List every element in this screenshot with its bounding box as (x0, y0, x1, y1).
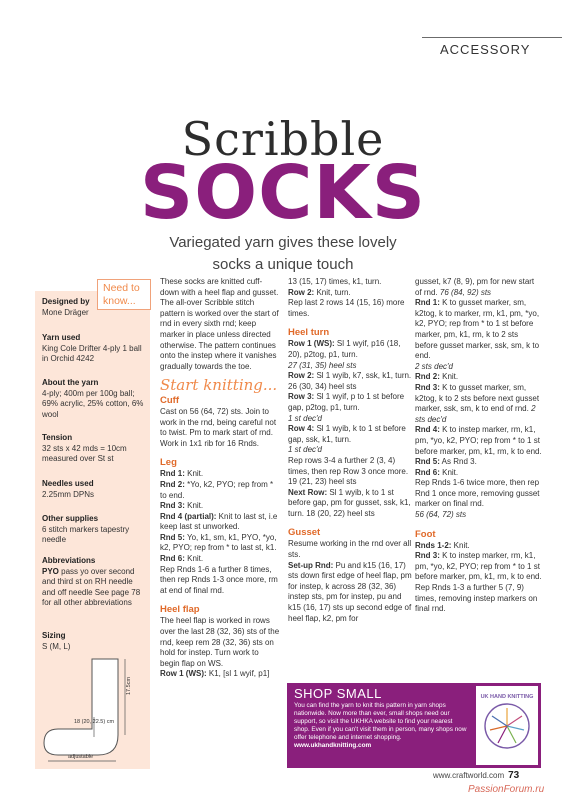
shop-title: SHOP SMALL (294, 686, 382, 701)
designed-by: Designed by Mone Dräger (42, 297, 90, 317)
column-3: gusset, k7 (8, 9), pm for new start of rnd. 76 (84, 92) sts Rnd 1: K to gusset marker, sm, k2tog, k to marker, rm, k1, pm, *yo, k2, PYO; rep from * to 1 st before marker, pm, k1, rm, k to 2 sts before gusset marker, ssk, sm, k to end. 2 sts dec'd Rnd 2: Knit. Rnd 3: K to gusset marker, sm, k2tog, k to 2 sts before next gusset marker, ssk, sm, k to end of rnd. 2 sts dec'd Rnd 4: K to instep marker, rm, k1, pm, *yo, k2, PYO; rep from * to 1 st before marker, pm, k1, rm, k to end. Rnd 5: As Rnd 3. Rnd 6: Knit. Rep Rnds 1-6 twice more, then rep Rnd 1 once more, removing gusset marker on final rnd. 56 (64, 72) sts Foot Rnds 1-2: Knit. Rnd 3: K to instep marker, rm, k1, pm, *yo, k2, PYO; rep from * to 1 st before marker, pm, k1, rm, k to end. Rep Rnds 1-3 a further 5 (7, 9) times, removing instep markers on final rnd. (415, 277, 542, 614)
diagram-leg-label: 17.5cm (126, 676, 132, 695)
ukhk-logo (476, 686, 538, 765)
shop-small-box (287, 683, 541, 768)
column-1: These socks are knitted cuff-down with a heel flap and gusset. The all-over Scribble stitch pattern is worked over the start of rnd in every sixth rnd; keep marker in place unless directed otherwise. The pattern continues onto the instep where it vanishes gradually towards the toe. Start knitting... Cuff Cast on 56 (64, 72) sts. Join to work in the rnd, being careful not to twist. Pm to mark start of rnd. Work in 1x1 rib for 16 Rnds. Leg Rnd 1: Knit. Rnd 2: *Yo, k2, PYO; rep from * to end. Rnd 3: Knit. Rnd 4 (partial): Knit to last st, i.e keep last st unworked. Rnd 5: Yo, k1, sm, k1, PYO, *yo, k2, PYO; rep from * to last st, k1. Rnd 6: Knit. Rep Rnds 1-6 a further 8 times, then rep Rnds 1-3 once more, rm at end of final rnd. Heel flap The heel flap is worked in rows over the last 28 (32, 36) sts of the rnd, keep rem 28 (32, 36) sts on hold for instep. Turn work to begin flap on WS. Row 1 (WS): K1, [sl 1 wyif, p1] (160, 277, 280, 679)
yarn-used: Yarn used King Cole Drifter 4-ply 1 ball in Orchid 4242 (42, 333, 142, 363)
other-supplies: Other supplies 6 stitch markers tapestry needle (42, 514, 130, 544)
need-to-know-tag: Need to know... (97, 279, 151, 310)
sizing: Sizing S (M, L) (42, 631, 71, 651)
page-number: 73 (508, 770, 520, 781)
about-yarn: About the yarn 4-ply; 400m per 100g ball; 69% acrylic, 25% cotton, 6% wool (42, 378, 144, 419)
watermark: PassionForum.ru (468, 784, 545, 795)
title-line2: SOCKS (139, 150, 427, 236)
tension: Tension 32 sts x 42 mds = 10cm measured over St st (42, 433, 127, 463)
section-tag: ACCESSORY (422, 37, 562, 57)
shop-text: You can find the yarn to knit this pattern in yarn shops nationwide. Now more than ever, small shops need our support, so visit the UKHKA website to find your nearest shop. Even if you can't visit them in person, many shops now offer telephone and internet shopping. www.ukhandknitting.com (294, 702, 467, 750)
column-2: 13 (15, 17) times, k1, turn. Row 2: Knit, turn. Rep last 2 rows 14 (15, 16) more times. Heel turn Row 1 (WS): Sl 1 wyif, p16 (18, 20), p2tog, p1, turn. 27 (31, 35) heel sts Row 2: Sl 1 wyib, k7, ssk, k1, turn. 26 (30, 34) heel sts Row 3: Sl 1 wyif, p to 1 st before gap, p2tog, p1, turn. 1 st dec'd Row 4: Sl 1 wyib, k to 1 st before gap, ssk, k1, turn. 1 st dec'd Rep rows 3-4 a further 2 (3, 4) times, then rep Row 3 once more. 19 (21, 23) heel sts Next Row: Sl 1 wyib, k to 1 st before gap, pm for gusset, ssk, k1, turn. 18 (20, 22) heel sts Gusset Resume working in the rnd over all sts. Set-up Rnd: Pu and k15 (16, 17) sts down first edge of heel flap, pm for instep, k across 28 (32, 36) instep sts, pm for instep, pu and k15 (16, 17) sts up second edge of heel flap, k2, pm for (288, 277, 412, 623)
footer: www.craftworld.com 73 (433, 770, 520, 781)
ukhk-logo-text: UK HAND KNITTING (480, 694, 534, 700)
needles-used: Needles used 2.25mm DPNs (42, 479, 95, 499)
shop-url[interactable]: www.ukhandknitting.com (294, 742, 372, 750)
diagram-foot-label: 18 (20, 22.5) cm (74, 719, 115, 725)
sock-diagram (38, 655, 148, 765)
diagram-bottom-label: adjustable (68, 754, 94, 760)
title-line1: Scribble (181, 112, 385, 166)
standfirst: Variegated yarn gives these lovely socks a unique touch (169, 234, 397, 273)
abbreviations: Abbreviations PYO pass yo over second and third st on RH needle and off needle See page 78 for all other abbreviations (42, 556, 141, 607)
